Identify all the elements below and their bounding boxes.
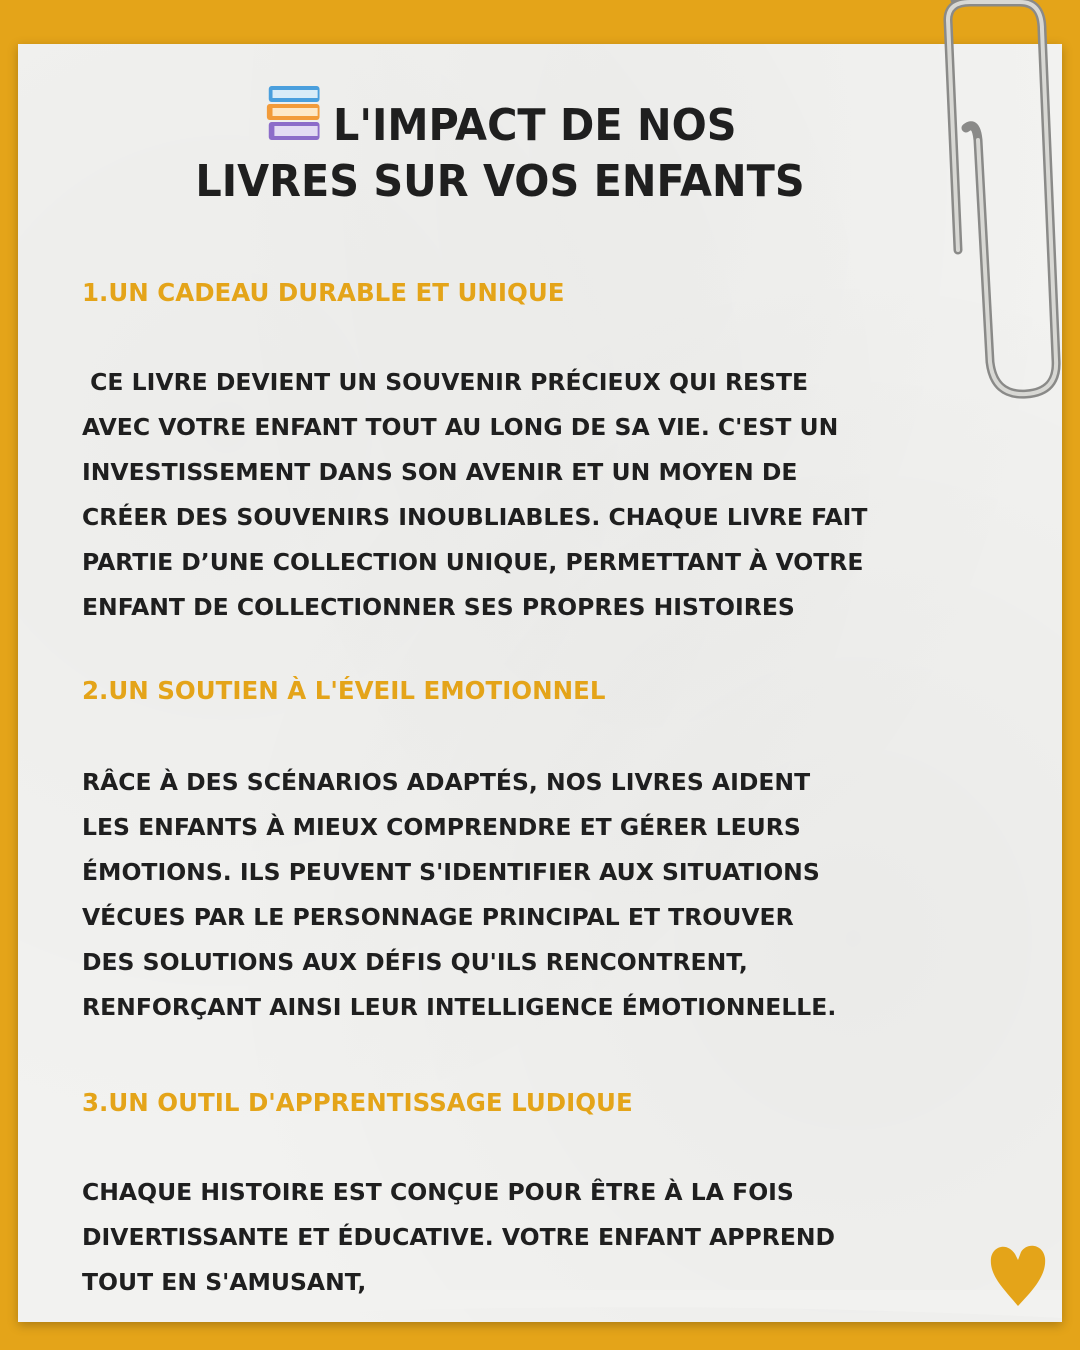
- page-title: [30, 82, 970, 210]
- section-2-line: DES SOLUTIONS AUX DÉFIS QU'ILS RENCONTRENT,: [82, 948, 748, 976]
- title-line-1: [30, 82, 970, 154]
- section-1-line: ENFANT DE COLLECTIONNER SES PROPRES HISTOIRES: [82, 593, 795, 621]
- section-3-line: TOUT EN S'AMUSANT,: [82, 1268, 367, 1296]
- section-1-line: INVESTISSEMENT DANS SON AVENIR ET UN MOYEN DE: [82, 458, 798, 486]
- books-icon: [263, 82, 325, 148]
- section-2-heading: 2.UN SOUTIEN À L'ÉVEIL EMOTIONNEL: [82, 676, 606, 705]
- section-2-line: RENFORÇANT AINSI LEUR INTELLIGENCE ÉMOTIONNELLE.: [82, 993, 837, 1021]
- section-3-line: DIVERTISSANTE ET ÉDUCATIVE. VOTRE ENFANT APPREND: [82, 1223, 836, 1251]
- heart-icon: [985, 1240, 1051, 1310]
- section-3-heading: 3.UN OUTIL D'APPRENTISSAGE LUDIQUE: [82, 1088, 633, 1117]
- section-3-body: [82, 1170, 1022, 1305]
- section-2-body: [82, 760, 1022, 1030]
- title-text-1: L'IMPACT DE NOS: [332, 100, 737, 151]
- section-1-heading: 1.UN CADEAU DURABLE ET UNIQUE: [82, 278, 565, 307]
- section-1-line: AVEC VOTRE ENFANT TOUT AU LONG DE SA VIE. C'EST UN: [82, 413, 839, 441]
- section-2-line: VÉCUES PAR LE PERSONNAGE PRINCIPAL ET TROUVER: [82, 903, 794, 931]
- section-2-line: RÂCE À DES SCÉNARIOS ADAPTÉS, NOS LIVRES AIDENT: [82, 768, 811, 796]
- section-1-line: CRÉER DES SOUVENIRS INOUBLIABLES. CHAQUE LIVRE FAIT: [82, 503, 868, 531]
- section-1-line: CE LIVRE DEVIENT UN SOUVENIR PRÉCIEUX QUI RESTE: [82, 368, 809, 396]
- section-3-line: CHAQUE HISTOIRE EST CONÇUE POUR ÊTRE À LA FOIS: [82, 1178, 794, 1206]
- title-line-2: LIVRES SUR VOS ENFANTS: [195, 156, 805, 207]
- section-1-body: [82, 360, 1022, 630]
- section-2-line: LES ENFANTS À MIEUX COMPRENDRE ET GÉRER LEURS: [82, 813, 801, 841]
- section-2-line: ÉMOTIONS. ILS PEUVENT S'IDENTIFIER AUX SITUATIONS: [82, 858, 820, 886]
- section-1-line: PARTIE D’UNE COLLECTION UNIQUE, PERMETTANT À VOTRE: [82, 548, 864, 576]
